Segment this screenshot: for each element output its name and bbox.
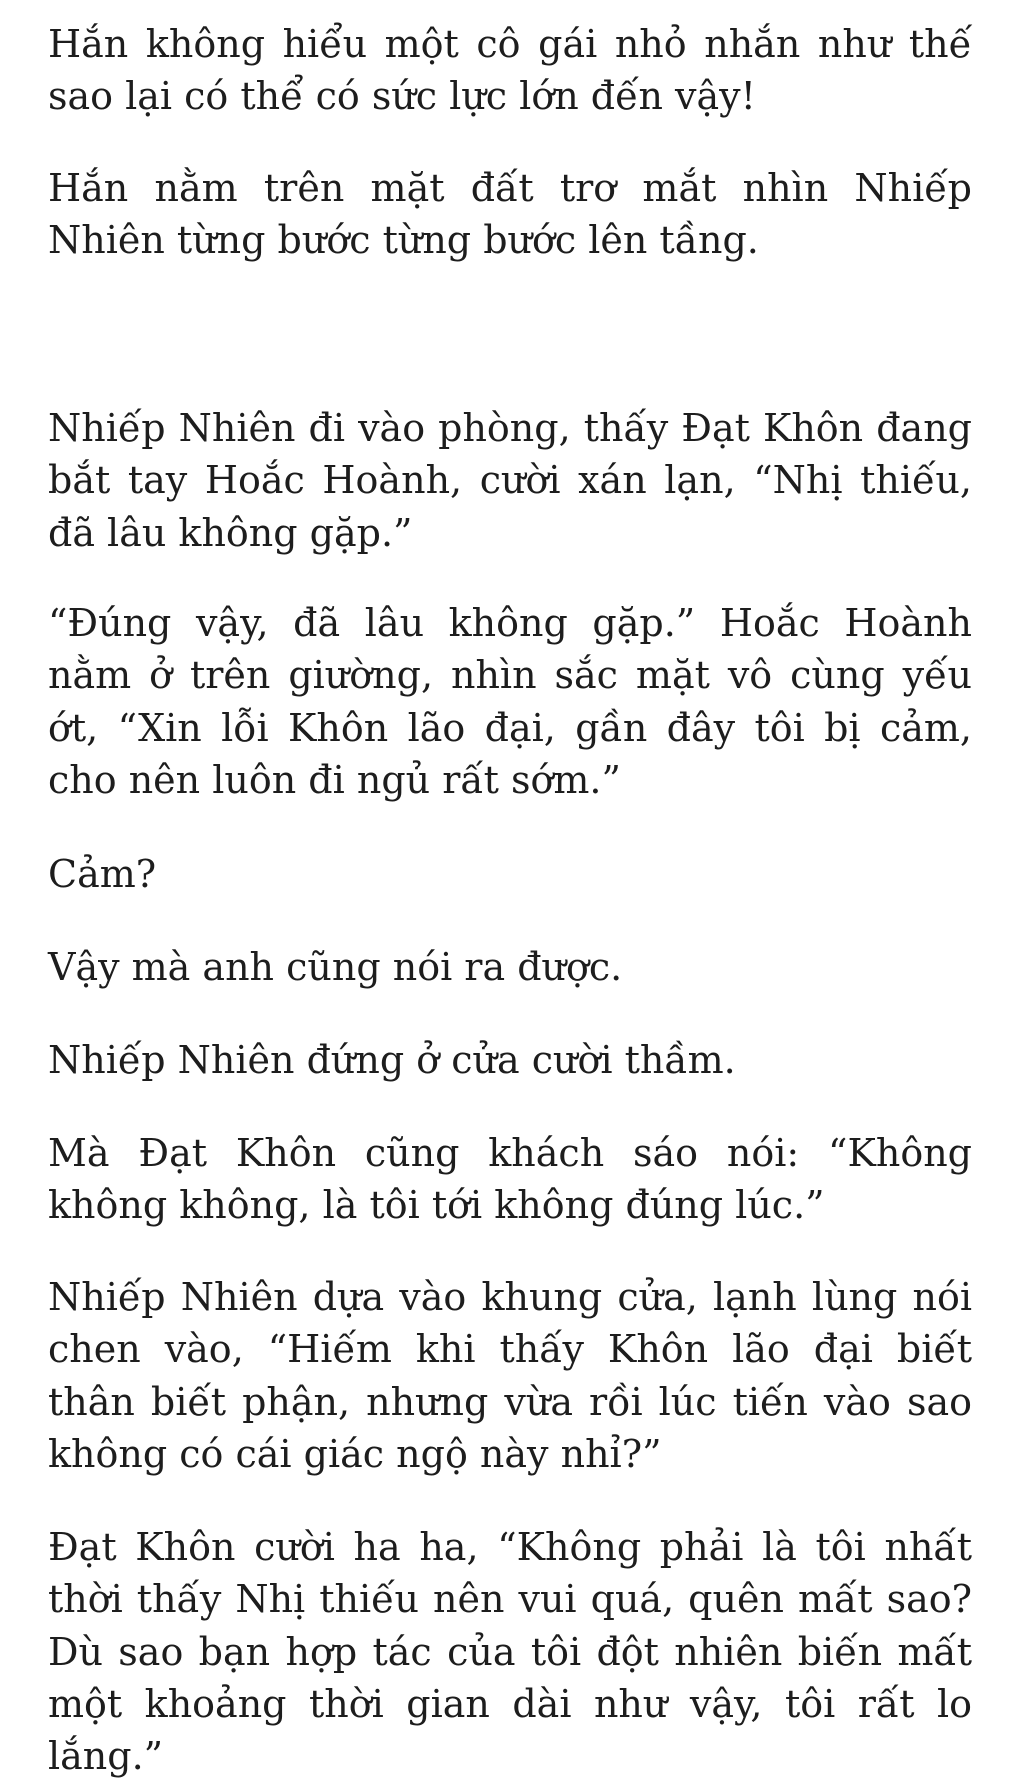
paragraph-7: Nhiếp Nhiên đứng ở cửa cười thầm. (48, 1038, 736, 1082)
paragraph-8: Mà Đạt Khôn cũng khách sáo nói: “Không không không, là tôi tới không đúng lúc.” (48, 1131, 972, 1228)
paragraph-4: “Đúng vậy, đã lâu không gặp.” Hoắc Hoành nằm ở trên giường, nhìn sắc mặt vô cùng yếu ớt, “Xin lỗi Khôn lão đại, gần đây tôi bị cảm, cho nên luôn đi ngủ rất sớm.” (48, 601, 972, 802)
paragraph-3: Nhiếp Nhiên đi vào phòng, thấy Đạt Khôn đang bắt tay Hoắc Hoành, cười xán lạn, “Nhị thiếu, đã lâu không gặp.” (48, 406, 972, 555)
paragraph-2: Hắn nằm trên mặt đất trơ mắt nhìn Nhiếp Nhiên từng bước từng bước lên tầng. (48, 166, 972, 263)
paragraph-5: Cảm? (48, 852, 157, 896)
paragraph-1: Hắn không hiểu một cô gái nhỏ nhắn như thế sao lại có thể có sức lực lớn đến vậy! (48, 22, 972, 119)
paragraph-6: Vậy mà anh cũng nói ra được. (48, 945, 623, 989)
paragraph-9: Nhiếp Nhiên dựa vào khung cửa, lạnh lùng nói chen vào, “Hiếm khi thấy Khôn lão đại biết thân biết phận, nhưng vừa rồi lúc tiến vào sao không có cái giác ngộ này nhỉ?” (48, 1275, 972, 1476)
paragraph-10: Đạt Khôn cười ha ha, “Không phải là tôi nhất thời thấy Nhị thiếu nên vui quá, quên mất sao? Dù sao bạn hợp tác của tôi đột nhiên biến mất một khoảng thời gian dài như vậy, tôi rất lo lắng.” (48, 1525, 972, 1779)
